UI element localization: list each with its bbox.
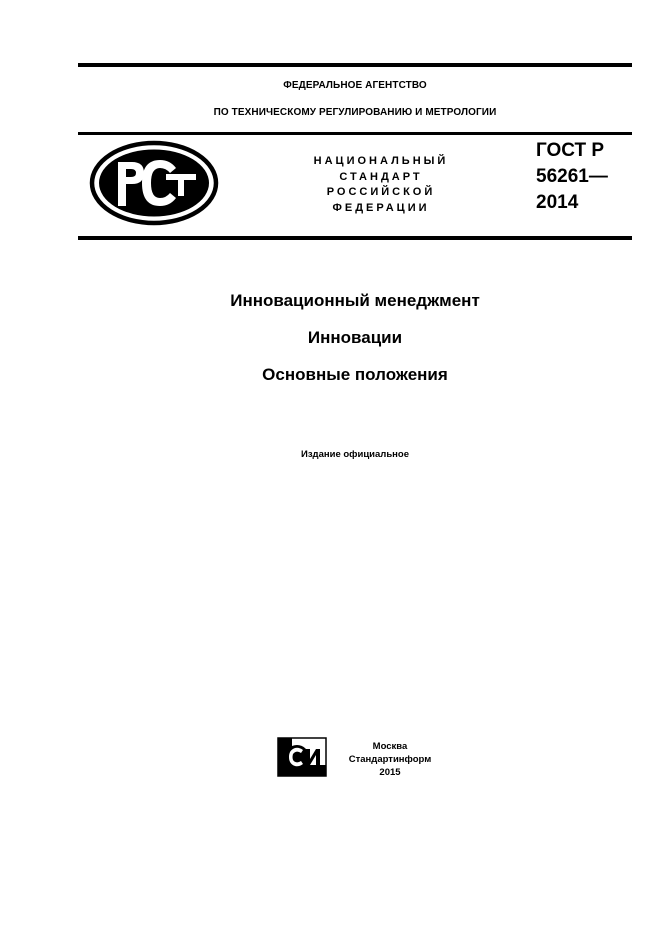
standard-type-line1: НАЦИОНАЛЬНЫЙ xyxy=(313,155,449,167)
imprint-year: 2015 xyxy=(379,767,401,778)
agency-name-line1: ФЕДЕРАЛЬНОЕ АГЕНТСТВО xyxy=(283,80,427,91)
imprint-publisher: Стандартинформ xyxy=(348,754,432,765)
standard-type-line4: ФЕДЕРАЦИИ xyxy=(332,201,430,214)
document-title-line1: Инновационный менеджмент xyxy=(230,291,480,310)
imprint-city: Москва xyxy=(372,741,408,752)
standard-type xyxy=(286,154,476,216)
bottom-rule xyxy=(78,236,632,240)
document-title-line3: Основные положения xyxy=(262,365,448,384)
top-rule xyxy=(78,63,632,67)
middle-rule xyxy=(78,132,632,135)
rst-logo-icon xyxy=(88,140,220,226)
agency-name-line2: ПО ТЕХНИЧЕСКОМУ РЕГУЛИРОВАНИЮ И МЕТРОЛОГИИ xyxy=(213,107,497,118)
document-title-line2: Инновации xyxy=(307,328,403,347)
edition-label: Издание официальное xyxy=(301,449,409,460)
standard-type-line2: СТАНДАРТ xyxy=(339,170,423,183)
designation-line1: ГОСТ Р xyxy=(536,140,605,161)
standard-designation xyxy=(536,138,632,216)
standartinform-logo-icon xyxy=(277,737,327,777)
imprint xyxy=(334,740,446,779)
designation-line3: 2014 xyxy=(536,192,579,213)
designation-line2: 56261— xyxy=(536,166,608,187)
standard-type-line3: РОССИЙСКОЙ xyxy=(326,186,436,198)
